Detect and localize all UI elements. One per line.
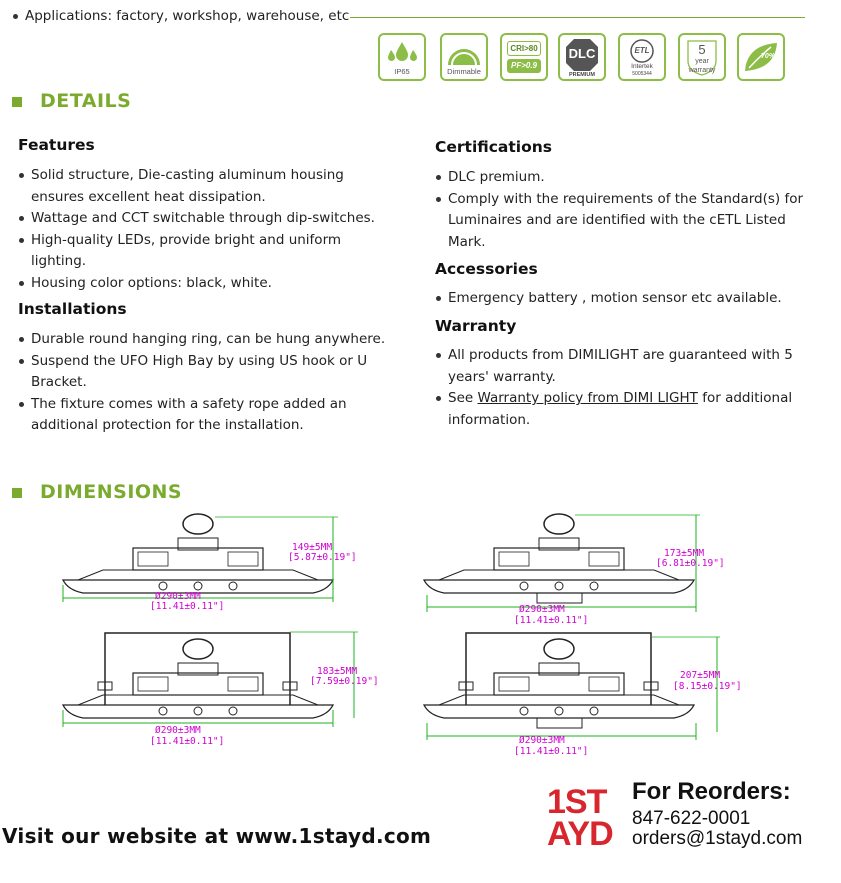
accessories-list <box>435 288 815 310</box>
dim1-width-mm: Ø290±3MM <box>155 591 201 602</box>
installation-item: The fixture comes with a safety rope added an additional protection for the installation. <box>18 394 388 437</box>
email-address: orders@1stayd.com <box>632 828 803 849</box>
features-list <box>18 165 378 294</box>
warranty-list <box>435 345 815 431</box>
dimmable-badge <box>440 33 488 81</box>
top-divider <box>350 17 805 18</box>
accessory-item: Emergency battery , motion sensor etc available. <box>435 288 815 310</box>
logo-1st-text: 1ST <box>547 783 607 821</box>
feature-item: Wattage and CCT switchable through dip-switches. <box>18 208 378 230</box>
dim1-height-in: [5.87±0.19"] <box>288 552 357 563</box>
dim3-width-mm: Ø290±3MM <box>155 725 201 736</box>
feature-item: Housing color options: black, white. <box>18 273 378 295</box>
cri-label: CRI>80 <box>507 41 541 56</box>
details-heading: DETAILS <box>40 90 132 112</box>
dimensions-bullet-square <box>12 488 22 498</box>
dim2-height-in: [6.81±0.19"] <box>656 558 725 569</box>
website-text: Visit our website at www.1stayd.com <box>2 824 432 848</box>
ip65-badge <box>378 33 426 81</box>
etl-badge <box>618 33 666 81</box>
applications-item: Applications: factory, workshop, warehouse, etc <box>12 6 349 28</box>
dim4-width-mm: Ø290±3MM <box>519 735 565 746</box>
dim2-width-in: [11.41±0.11"] <box>514 615 589 626</box>
warranty-label-text: warranty <box>688 67 716 74</box>
energy-saving-badge <box>737 33 785 81</box>
certification-item: DLC premium. <box>435 167 815 189</box>
reorders-title: For Reorders: <box>632 778 791 805</box>
dimension-drawings <box>0 510 841 760</box>
applications-line <box>12 6 349 28</box>
dimension-drawing-3 <box>63 632 379 747</box>
dimension-drawing-2 <box>424 514 725 626</box>
etl-text: ETL <box>634 46 650 55</box>
cri-pf-badge <box>500 33 548 81</box>
dim2-width-mm: Ø290±3MM <box>519 604 565 615</box>
dimension-drawing-4 <box>424 633 742 757</box>
logo-ayd-text: AYD <box>547 815 613 853</box>
company-logo <box>547 785 627 853</box>
dimensions-heading: DIMENSIONS <box>40 481 183 503</box>
installation-item: Suspend the UFO High Bay by using US hook or U Bracket. <box>18 351 388 394</box>
intertek-number: 5005344 <box>632 71 652 77</box>
dim3-height-in: [7.59±0.19"] <box>310 676 379 687</box>
installation-item: Durable round hanging ring, can be hung anywhere. <box>18 329 388 351</box>
certification-item: Comply with the requirements of the Standard(s) for Luminaires and are identified with the cETL Listed Mark. <box>435 189 815 254</box>
details-bullet-square <box>12 97 22 107</box>
dim3-height-mm: 183±5MM <box>317 666 358 677</box>
intertek-text: Intertek <box>631 63 653 70</box>
certifications-list <box>435 167 815 253</box>
dim3-width-in: [11.41±0.11"] <box>150 736 225 747</box>
dlc-badge <box>558 33 606 81</box>
dim4-height-in: [8.15±0.19"] <box>673 681 742 692</box>
features-title: Features <box>18 136 95 154</box>
accessories-title: Accessories <box>435 260 538 278</box>
dim2-height-mm: 173±5MM <box>664 548 705 559</box>
certifications-title: Certifications <box>435 138 553 156</box>
energy-percent: 70% <box>761 53 776 60</box>
dimension-drawing-1 <box>63 514 357 612</box>
installations-title: Installations <box>18 300 127 318</box>
warranty-badge <box>678 33 726 81</box>
warranty-title: Warranty <box>435 317 517 335</box>
feature-item: High-quality LEDs, provide bright and uniform lighting. <box>18 230 378 273</box>
warranty-item-1: All products from DIMILIGHT are guaranteed with 5 years' warranty. <box>435 345 815 388</box>
phone-number: 847-622-0001 <box>632 808 751 829</box>
pf-label: PF>0.9 <box>507 59 541 73</box>
installations-list <box>18 329 388 437</box>
dim1-width-in: [11.41±0.11"] <box>150 601 225 612</box>
dim4-width-in: [11.41±0.11"] <box>514 746 589 757</box>
warranty-policy-link[interactable]: Warranty policy from DIMI LIGHT <box>477 390 698 406</box>
dlc-text: DLC <box>568 46 596 61</box>
warranty-year-text: year <box>695 58 709 65</box>
dim1-height-mm: 149±5MM <box>292 542 333 553</box>
dimmable-label: Dimmable <box>447 67 481 76</box>
dlc-premium-text: PREMIUM <box>569 72 595 78</box>
dim4-height-mm: 207±5MM <box>680 670 721 681</box>
water-drops-icon <box>380 38 424 68</box>
warranty-years: 5 <box>698 42 706 57</box>
warranty-item-2: See Warranty policy from DIMI LIGHT for additional information. <box>435 388 815 431</box>
dimmer-icon <box>442 39 486 69</box>
feature-item: Solid structure, Die-casting aluminum housing ensures excellent heat dissipation. <box>18 165 378 208</box>
ip65-label: IP65 <box>394 67 410 76</box>
